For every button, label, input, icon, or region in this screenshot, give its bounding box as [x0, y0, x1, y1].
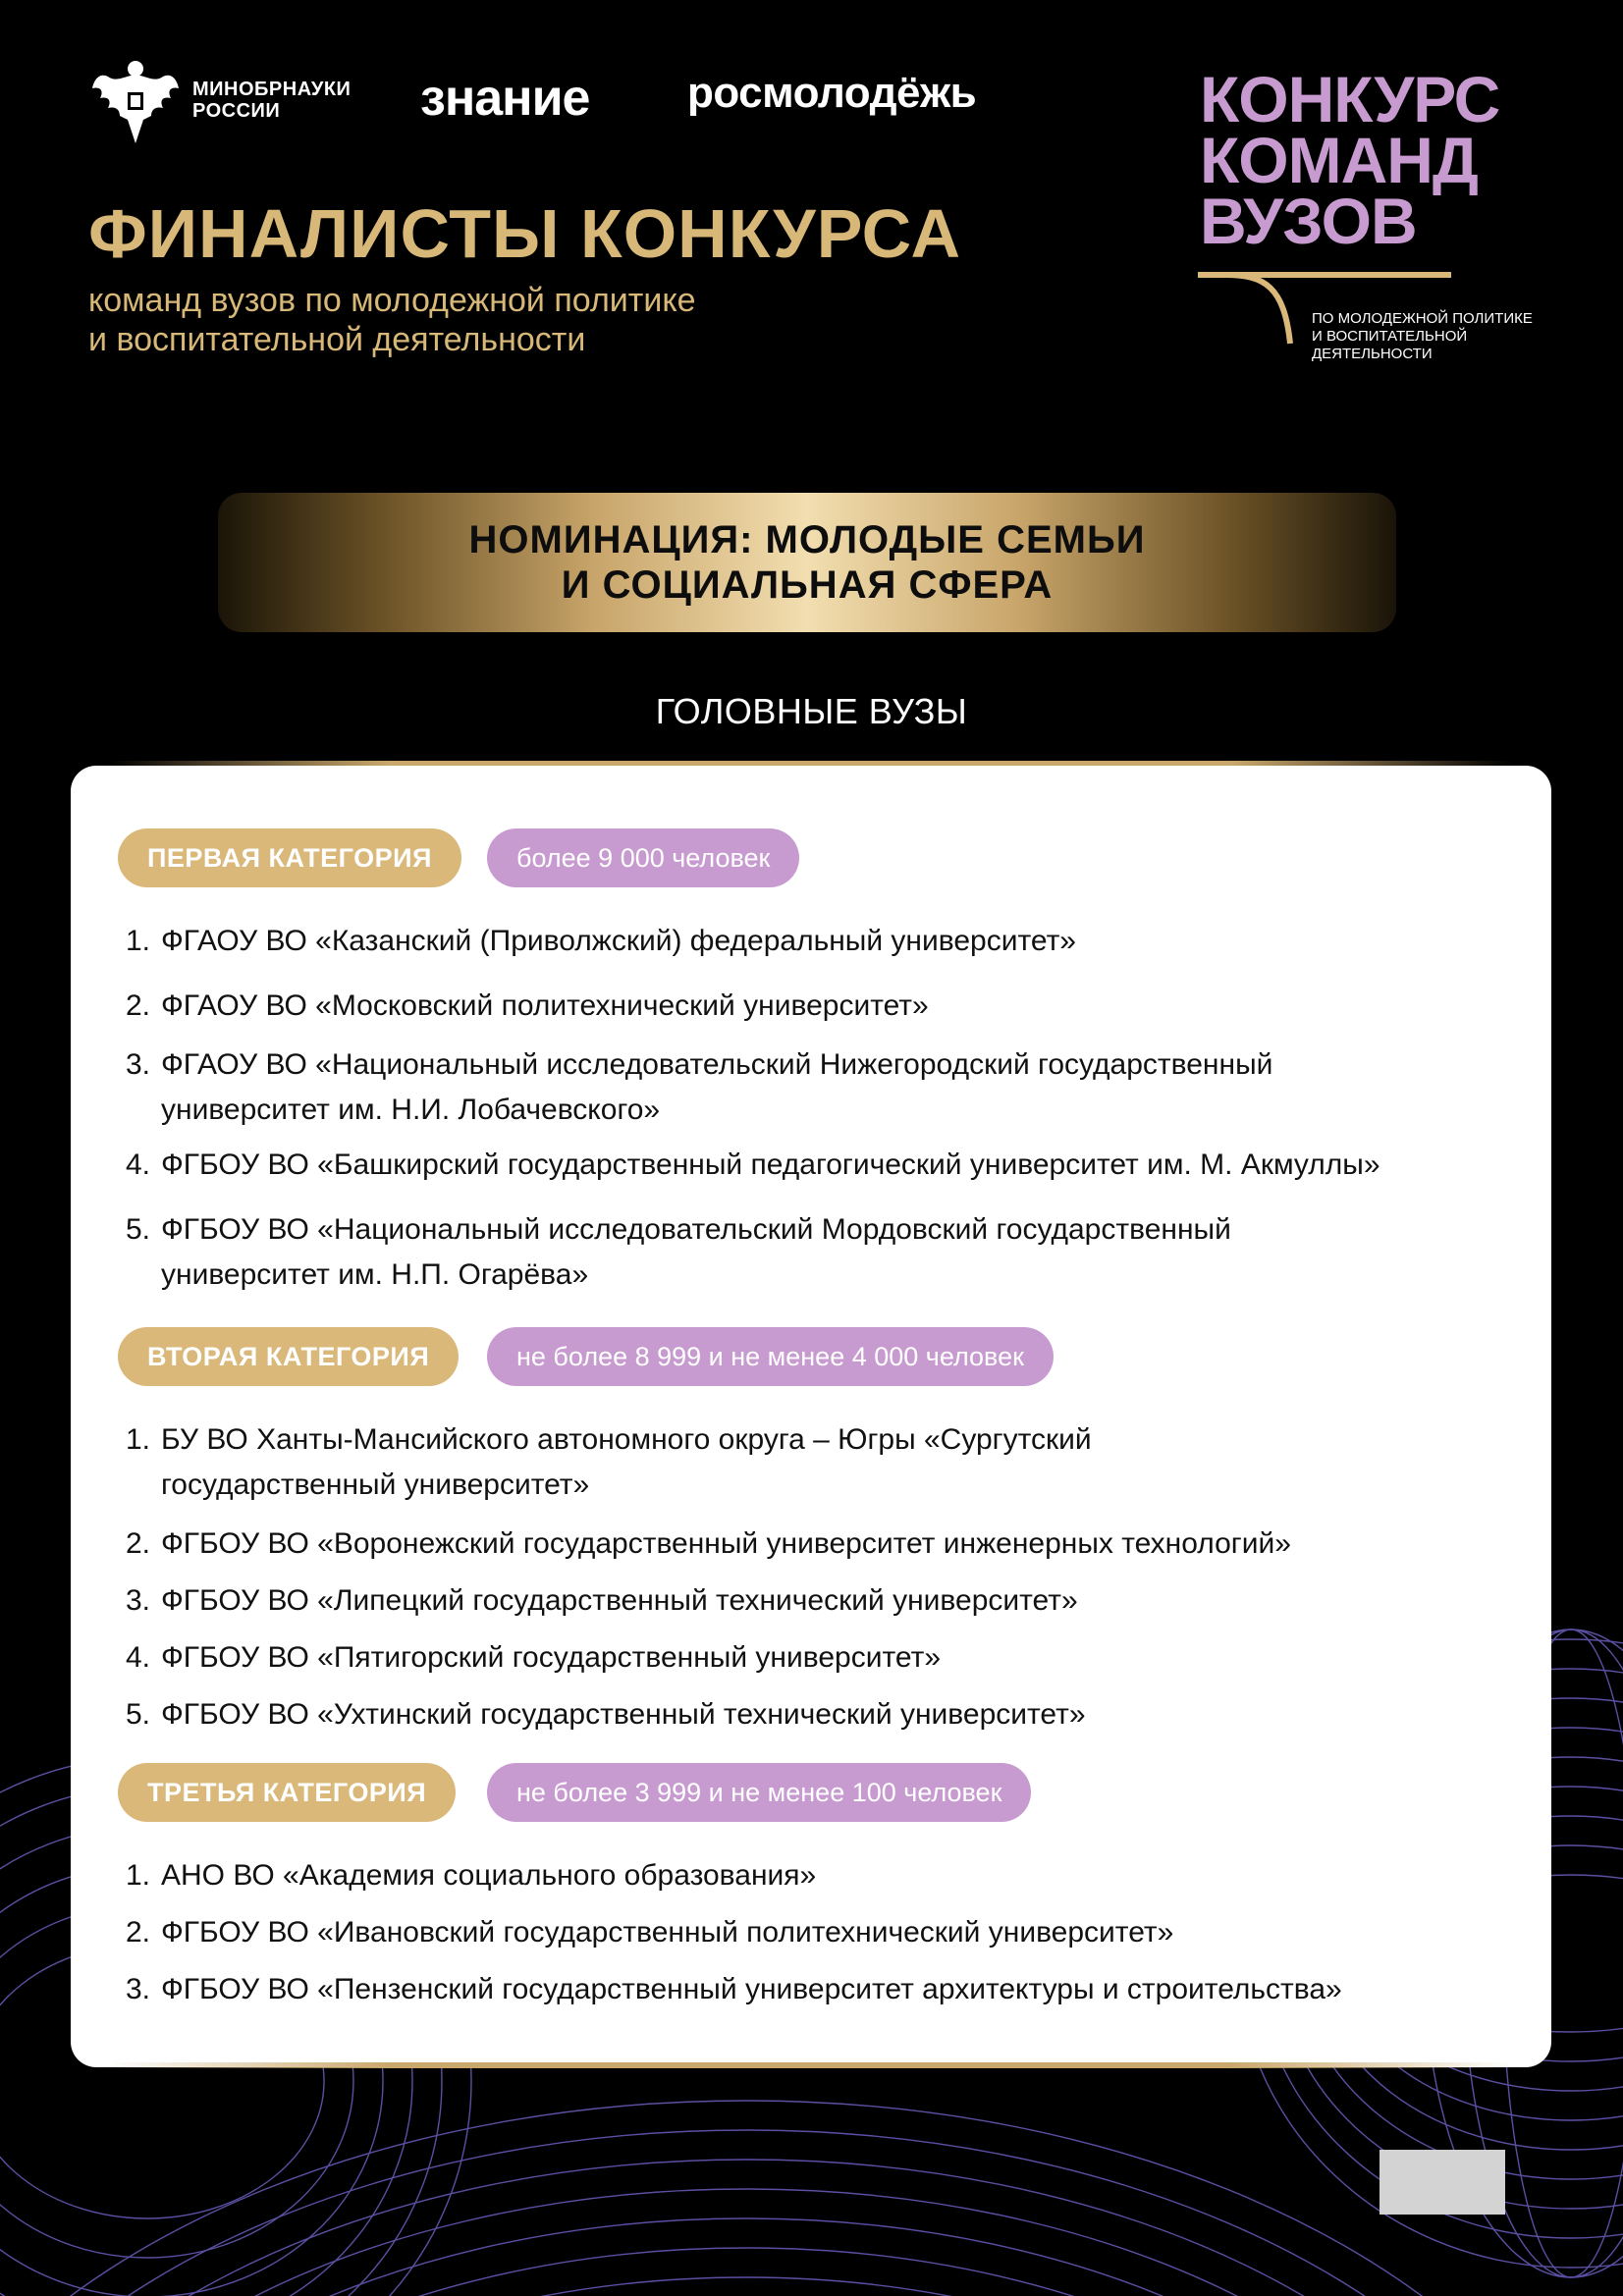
subtitle-line1: команд вузов по молодежной политике [88, 282, 696, 319]
list-item [126, 1578, 1500, 1624]
znanie-logo: знание [420, 70, 590, 127]
list-item [126, 1042, 1500, 1133]
item-number: 3. [126, 1973, 151, 2005]
page-title: ФИНАЛИСТЫ КОНКУРСА [88, 195, 962, 272]
ministry-line2: РОССИИ [192, 100, 281, 122]
brand-line3: ВУЗОВ [1200, 185, 1417, 257]
category-size-badge: не более 3 999 и не менее 100 человек [487, 1763, 1031, 1822]
item-text: ФГБОУ ВО «Башкирский государственный педагогический университет им. М. Акмуллы» [161, 1148, 1380, 1181]
item-text: БУ ВО Ханты-Мансийского автономного округа – Югры «Сургутский [161, 1423, 1092, 1456]
rosmolodezh-logo: росмолодёжь [687, 69, 977, 117]
list-item [126, 1207, 1500, 1298]
item-text: ФГБОУ ВО «Ухтинский государственный технический университет» [161, 1698, 1086, 1731]
category-badge: ВТОРАЯ КАТЕГОРИЯ [118, 1327, 459, 1386]
item-number: 1. [126, 925, 151, 957]
nomination-banner [218, 493, 1396, 632]
item-text-cont: университет им. Н.И. Лобачевского» [161, 1094, 661, 1126]
ministry-logo-text [192, 79, 351, 122]
item-text: ФГБОУ ВО «Пензенский государственный университет архитектуры и строительства» [161, 1973, 1342, 2005]
item-text: ФГБОУ ВО «Воронежский государственный университет инженерных технологий» [161, 1527, 1291, 1560]
item-text-cont: университет им. Н.П. Огарёва» [161, 1258, 589, 1291]
page-subtitle [88, 281, 696, 359]
item-number: 5. [126, 1698, 151, 1731]
category-badge: ПЕРВАЯ КАТЕГОРИЯ [118, 828, 461, 887]
item-number: 4. [126, 1641, 151, 1674]
item-text: ФГБОУ ВО «Национальный исследовательский Мордовский государственный [161, 1213, 1231, 1246]
subtitle-line2: и воспитательной деятельности [88, 321, 586, 358]
item-number: 5. [126, 1213, 151, 1246]
ministry-line1: МИНОБРНАУКИ [192, 79, 352, 100]
list-item [126, 984, 1500, 1029]
brand-line2: КОМАНД [1200, 124, 1478, 196]
list-item [126, 1853, 1500, 1898]
item-number: 2. [126, 1527, 151, 1560]
list-item [126, 919, 1500, 964]
brand-line1: КОНКУРС [1200, 63, 1500, 135]
list-item [126, 1143, 1500, 1188]
brand-sub-line1: ПО МОЛОДЕЖНОЙ ПОЛИТИКЕ [1312, 310, 1533, 327]
item-number: 4. [126, 1148, 151, 1181]
item-text: АНО ВО «Академия социального образования» [161, 1859, 817, 1892]
brand-subtitle [1312, 310, 1557, 363]
item-number: 2. [126, 989, 151, 1022]
russia-emblem-icon [86, 55, 185, 145]
item-text: ФГАОУ ВО «Московский политехнический университет» [161, 989, 929, 1022]
item-text-cont: государственный университет» [161, 1468, 590, 1501]
list-item [126, 1967, 1500, 2012]
list-item [126, 1635, 1500, 1681]
item-number: 2. [126, 1916, 151, 1949]
contest-brand-title [1200, 63, 1500, 257]
brand-sub-line2: И ВОСПИТАТЕЛЬНОЙ [1312, 328, 1468, 345]
redacted-box [1380, 2150, 1505, 2215]
item-text: ФГБОУ ВО «Пятигорский государственный университет» [161, 1641, 942, 1674]
section-label: ГОЛОВНЫЕ ВУЗЫ [655, 691, 968, 731]
card-bottom-accent [108, 2062, 1512, 2068]
item-number: 1. [126, 1859, 151, 1892]
list-item [126, 1417, 1500, 1508]
item-number: 3. [126, 1584, 151, 1617]
category-size-badge: не более 8 999 и не менее 4 000 человек [487, 1327, 1054, 1386]
list-item [126, 1910, 1500, 1955]
item-text: ФГАОУ ВО «Национальный исследовательский Нижегородский государственный [161, 1048, 1273, 1081]
category-badge: ТРЕТЬЯ КАТЕГОРИЯ [118, 1763, 456, 1822]
item-text: ФГБОУ ВО «Липецкий государственный технический университет» [161, 1584, 1078, 1617]
item-text: ФГБОУ ВО «Ивановский государственный политехнический университет» [161, 1916, 1174, 1949]
item-number: 1. [126, 1423, 151, 1456]
list-item [126, 1692, 1500, 1737]
brand-sub-line3: ДЕЯТЕЛЬНОСТИ [1312, 346, 1433, 362]
item-text: ФГАОУ ВО «Казанский (Приволжский) федеральный университет» [161, 925, 1076, 957]
list-item [126, 1522, 1500, 1567]
item-number: 3. [126, 1048, 151, 1081]
nomination-title: НОМИНАЦИЯ: МОЛОДЫЕ СЕМЬИ И СОЦИАЛЬНАЯ СФЕРА [468, 518, 1146, 607]
category-size-badge: более 9 000 человек [487, 828, 799, 887]
